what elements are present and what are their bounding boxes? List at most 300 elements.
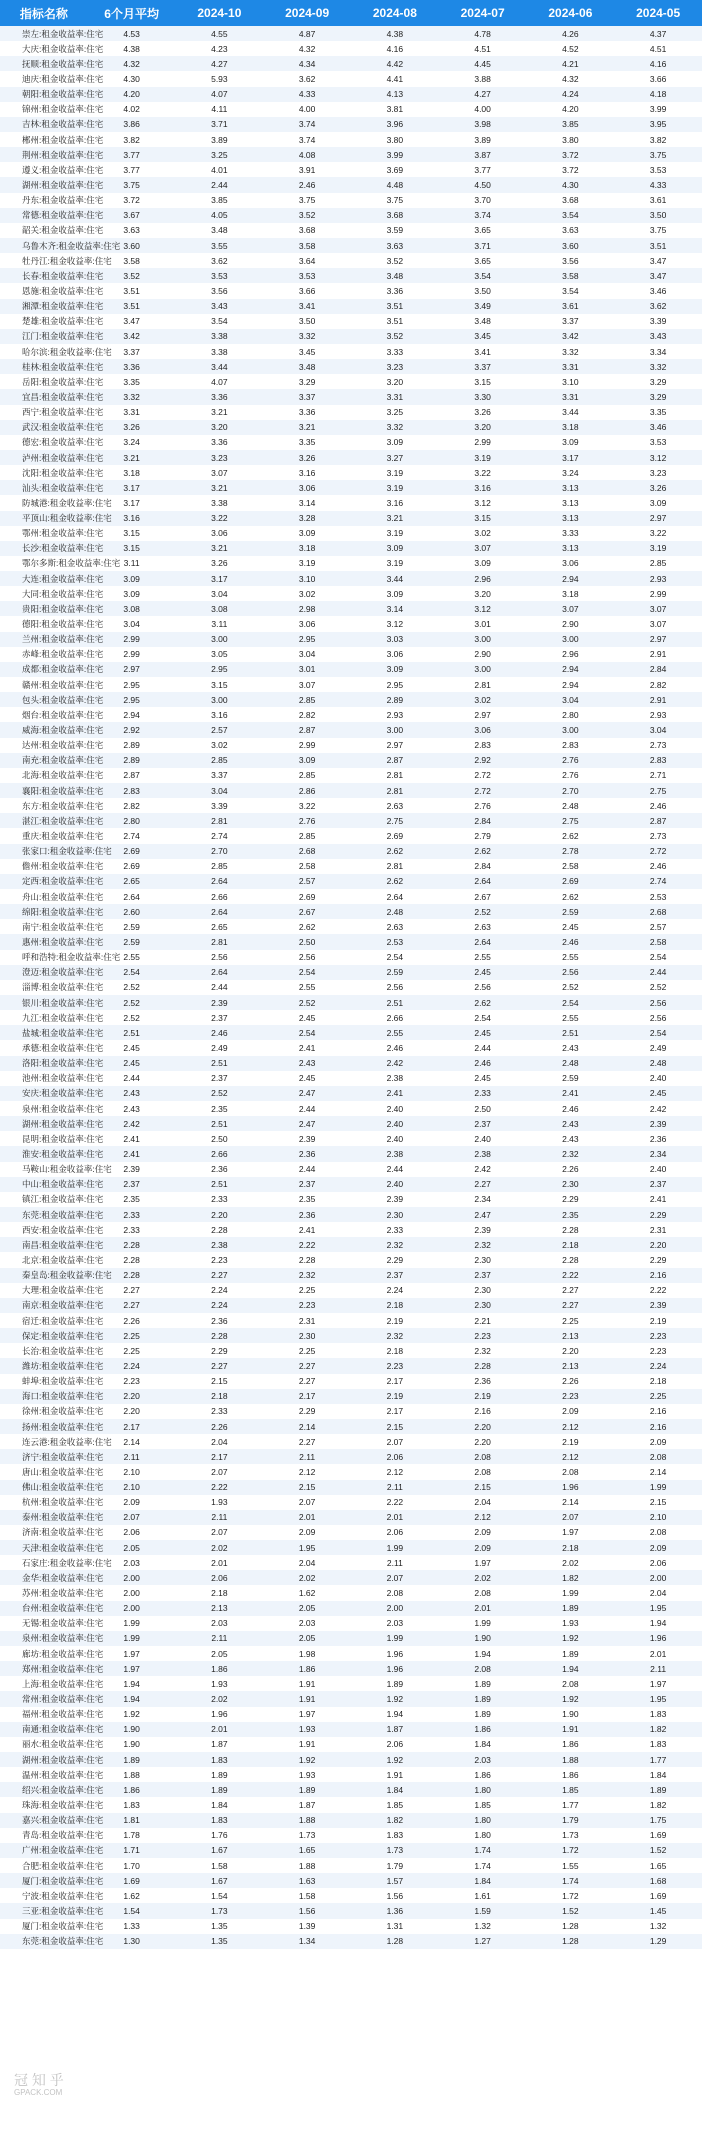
row-value: 3.77 [439,162,527,177]
row-value: 3.07 [614,601,702,616]
row-value: 2.18 [351,1343,439,1358]
row-value: 2.39 [351,1192,439,1207]
row-value: 1.84 [176,1797,264,1812]
row-value: 1.97 [88,1661,176,1676]
row-value: 2.28 [88,1237,176,1252]
row-value: 1.89 [176,1767,264,1782]
row-value: 2.36 [439,1374,527,1389]
row-value: 2.82 [614,677,702,692]
row-value: 2.73 [614,828,702,843]
table-row [0,753,702,768]
row-value: 1.86 [527,1737,615,1752]
row-value: 2.37 [263,1177,351,1192]
row-value: 3.54 [527,283,615,298]
row-value: 3.24 [88,435,176,450]
row-value: 2.32 [527,1146,615,1161]
row-value: 2.12 [439,1510,527,1525]
row-value: 3.75 [614,223,702,238]
row-value: 3.42 [88,329,176,344]
row-value: 3.09 [263,526,351,541]
row-value: 3.48 [351,268,439,283]
row-value: 2.84 [439,859,527,874]
row-value: 4.32 [527,71,615,86]
row-value: 1.84 [439,1873,527,1888]
row-value: 2.69 [88,859,176,874]
row-indicator-name: 西宁:租金收益率:住宅 [0,405,88,420]
row-value: 3.31 [527,389,615,404]
row-value: 2.22 [351,1495,439,1510]
row-value: 1.52 [527,1903,615,1918]
row-value: 1.88 [88,1767,176,1782]
row-value: 2.81 [176,813,264,828]
row-value: 1.45 [614,1903,702,1918]
row-value: 2.07 [351,1570,439,1585]
row-value: 2.97 [614,632,702,647]
row-value: 2.92 [88,722,176,737]
row-indicator-name: 金华:租金收益率:住宅 [0,1570,88,1585]
row-value: 1.30 [88,1934,176,1949]
row-indicator-name: 郴州:租金收益率:住宅 [0,132,88,147]
row-value: 4.07 [176,87,264,102]
row-value: 3.14 [263,495,351,510]
row-value: 3.44 [176,359,264,374]
row-value: 3.63 [527,223,615,238]
row-value: 1.83 [614,1737,702,1752]
row-value: 4.16 [351,41,439,56]
row-value: 2.36 [263,1207,351,1222]
row-value: 3.38 [176,495,264,510]
row-value: 3.54 [527,208,615,223]
table-row [0,662,702,677]
row-value: 2.18 [614,1374,702,1389]
table-row [0,1404,702,1419]
row-indicator-name: 南充:租金收益率:住宅 [0,753,88,768]
row-value: 1.80 [439,1828,527,1843]
row-value: 2.01 [263,1510,351,1525]
row-value: 2.97 [439,707,527,722]
row-value: 3.15 [439,511,527,526]
header-col-6: 2024-06 [527,0,615,26]
row-value: 2.00 [351,1601,439,1616]
row-value: 2.51 [176,1177,264,1192]
row-indicator-name: 泰州:租金收益率:住宅 [0,1510,88,1525]
row-value: 1.73 [176,1903,264,1918]
table-row [0,283,702,298]
row-value: 2.55 [527,950,615,965]
row-value: 3.72 [527,147,615,162]
table-row [0,541,702,556]
row-value: 3.06 [176,526,264,541]
row-value: 3.16 [263,465,351,480]
row-value: 3.21 [351,511,439,526]
row-indicator-name: 绍兴:租金收益率:住宅 [0,1782,88,1797]
row-value: 2.08 [527,1676,615,1691]
row-value: 2.52 [527,980,615,995]
row-value: 2.44 [614,965,702,980]
row-indicator-name: 上海:租金收益率:住宅 [0,1676,88,1691]
table-row [0,1298,702,1313]
row-value: 2.59 [351,965,439,980]
row-value: 3.49 [439,299,527,314]
row-value: 2.20 [614,1237,702,1252]
row-indicator-name: 保定:租金收益率:住宅 [0,1328,88,1343]
table-row [0,965,702,980]
row-value: 2.79 [439,828,527,843]
row-value: 4.27 [439,87,527,102]
row-indicator-name: 威海:租金收益率:住宅 [0,722,88,737]
table-row [0,1040,702,1055]
row-value: 2.07 [176,1525,264,1540]
table-row [0,1934,702,1949]
row-indicator-name: 荆州:租金收益率:住宅 [0,147,88,162]
row-value: 4.32 [263,41,351,56]
row-value: 1.97 [527,1525,615,1540]
table-row [0,1374,702,1389]
row-value: 2.02 [527,1555,615,1570]
table-row [0,586,702,601]
row-value: 4.53 [88,26,176,41]
row-value: 3.09 [439,556,527,571]
table-row [0,132,702,147]
row-value: 1.94 [88,1676,176,1691]
row-value: 3.74 [439,208,527,223]
row-indicator-name: 德阳:租金收益率:住宅 [0,616,88,631]
row-value: 2.70 [527,783,615,798]
row-value: 2.09 [614,1434,702,1449]
row-value: 2.51 [527,1025,615,1040]
table-row [0,405,702,420]
row-indicator-name: 济南:租金收益率:住宅 [0,1525,88,1540]
row-value: 1.92 [351,1752,439,1767]
row-value: 2.09 [439,1540,527,1555]
row-value: 3.29 [263,374,351,389]
row-indicator-name: 徐州:租金收益率:住宅 [0,1404,88,1419]
table-row [0,647,702,662]
row-indicator-name: 广州:租金收益率:住宅 [0,1843,88,1858]
row-value: 1.29 [614,1934,702,1949]
row-value: 1.83 [351,1828,439,1843]
row-value: 2.45 [614,1086,702,1101]
row-value: 2.76 [527,753,615,768]
row-value: 2.68 [614,904,702,919]
row-value: 2.24 [176,1298,264,1313]
row-value: 2.02 [439,1570,527,1585]
table-row [0,1222,702,1237]
row-value: 2.39 [176,995,264,1010]
row-value: 2.32 [351,1237,439,1252]
table-row [0,1555,702,1570]
row-value: 1.96 [527,1480,615,1495]
row-value: 2.39 [88,1162,176,1177]
row-value: 2.85 [614,556,702,571]
row-value: 1.90 [527,1707,615,1722]
row-value: 3.63 [88,223,176,238]
row-value: 2.26 [527,1374,615,1389]
row-indicator-name: 青岛:租金收益率:住宅 [0,1828,88,1843]
row-indicator-name: 岳阳:租金收益率:住宅 [0,374,88,389]
table-row [0,526,702,541]
row-value: 2.81 [176,934,264,949]
row-value: 1.98 [263,1646,351,1661]
row-value: 2.64 [351,889,439,904]
row-value: 2.64 [88,889,176,904]
row-value: 2.22 [263,1237,351,1252]
row-indicator-name: 潍坊:租金收益率:住宅 [0,1358,88,1373]
row-value: 2.22 [614,1283,702,1298]
row-value: 2.85 [263,692,351,707]
row-value: 3.85 [527,117,615,132]
row-value: 1.95 [263,1540,351,1555]
row-value: 2.00 [88,1585,176,1600]
row-value: 3.19 [439,450,527,465]
row-value: 1.86 [263,1661,351,1676]
row-value: 2.29 [176,1343,264,1358]
row-value: 2.62 [263,919,351,934]
row-value: 3.22 [263,798,351,813]
row-value: 1.89 [614,1782,702,1797]
row-value: 2.12 [527,1419,615,1434]
row-indicator-name: 湖州:租金收益率:住宅 [0,177,88,192]
row-value: 4.51 [614,41,702,56]
row-indicator-name: 抚顺:租金收益率:住宅 [0,56,88,71]
row-indicator-name: 吉林:租金收益率:住宅 [0,117,88,132]
table-row [0,844,702,859]
row-value: 3.75 [263,193,351,208]
row-value: 1.76 [176,1828,264,1843]
row-value: 2.99 [614,586,702,601]
row-value: 3.70 [439,193,527,208]
row-value: 2.24 [614,1358,702,1373]
row-value: 2.38 [351,1146,439,1161]
row-indicator-name: 泉州:租金收益率:住宅 [0,1631,88,1646]
row-value: 1.55 [527,1858,615,1873]
row-value: 3.19 [351,526,439,541]
row-value: 2.75 [527,813,615,828]
row-value: 4.01 [176,162,264,177]
row-value: 2.76 [439,798,527,813]
table-row [0,374,702,389]
row-value: 3.62 [176,253,264,268]
row-value: 3.02 [176,738,264,753]
table-row [0,1268,702,1283]
row-indicator-name: 昆明:租金收益率:住宅 [0,1131,88,1146]
header-col-1: 6个月平均 [88,0,176,26]
row-value: 3.52 [351,329,439,344]
row-value: 2.27 [88,1298,176,1313]
row-value: 2.89 [88,753,176,768]
row-value: 4.00 [439,102,527,117]
row-value: 1.94 [439,1646,527,1661]
row-indicator-name: 连云港:租金收益率:住宅 [0,1434,88,1449]
row-value: 2.25 [263,1343,351,1358]
row-value: 2.72 [439,783,527,798]
row-value: 2.43 [527,1040,615,1055]
row-value: 2.64 [176,965,264,980]
row-value: 3.33 [351,344,439,359]
row-value: 3.35 [88,374,176,389]
row-value: 3.56 [527,253,615,268]
row-value: 2.32 [439,1237,527,1252]
row-value: 2.98 [263,601,351,616]
row-value: 3.04 [88,616,176,631]
row-indicator-name: 承德:租金收益率:住宅 [0,1040,88,1055]
row-value: 3.37 [263,389,351,404]
row-value: 3.35 [263,435,351,450]
table-row [0,1570,702,1585]
row-value: 2.47 [439,1207,527,1222]
table-row [0,1313,702,1328]
row-indicator-name: 无锡:租金收益率:住宅 [0,1616,88,1631]
row-value: 3.36 [263,405,351,420]
row-value: 2.40 [614,1162,702,1177]
row-value: 2.52 [176,1086,264,1101]
watermark [14,2070,64,2097]
row-value: 3.62 [263,71,351,86]
row-value: 2.71 [614,768,702,783]
row-value: 3.04 [176,783,264,798]
row-indicator-name: 重庆:租金收益率:住宅 [0,828,88,843]
row-value: 3.06 [439,722,527,737]
row-indicator-name: 盐城:租金收益率:住宅 [0,1025,88,1040]
row-value: 2.54 [351,950,439,965]
row-value: 2.99 [439,435,527,450]
row-value: 3.20 [439,420,527,435]
row-value: 3.27 [351,450,439,465]
row-value: 2.91 [614,647,702,662]
row-value: 1.93 [263,1722,351,1737]
row-indicator-name: 嘉兴:租金收益率:住宅 [0,1813,88,1828]
row-value: 2.95 [351,677,439,692]
row-value: 3.54 [176,314,264,329]
row-value: 2.87 [614,813,702,828]
table-row [0,1737,702,1752]
row-indicator-name: 泉州:租金收益率:住宅 [0,1101,88,1116]
row-value: 2.29 [614,1207,702,1222]
row-value: 2.55 [527,1010,615,1025]
row-value: 2.32 [263,1268,351,1283]
row-value: 3.82 [614,132,702,147]
row-value: 2.41 [263,1222,351,1237]
row-value: 2.33 [88,1207,176,1222]
row-value: 3.47 [614,253,702,268]
row-value: 2.44 [263,1162,351,1177]
row-value: 3.47 [88,314,176,329]
row-indicator-name: 贵阳:租金收益率:住宅 [0,601,88,616]
row-value: 1.82 [527,1570,615,1585]
row-value: 1.93 [176,1676,264,1691]
table-row [0,1510,702,1525]
row-value: 2.64 [176,874,264,889]
row-value: 3.22 [439,465,527,480]
row-value: 1.62 [263,1585,351,1600]
row-value: 2.51 [351,995,439,1010]
row-indicator-name: 呼和浩特:租金收益率:住宅 [0,950,88,965]
table-row [0,208,702,223]
row-value: 2.85 [263,828,351,843]
row-value: 3.21 [88,450,176,465]
row-indicator-name: 扬州:租金收益率:住宅 [0,1419,88,1434]
table-row [0,26,702,41]
row-value: 2.53 [614,889,702,904]
row-value: 3.34 [614,344,702,359]
row-value: 3.41 [263,299,351,314]
row-value: 3.59 [351,223,439,238]
row-value: 3.00 [176,692,264,707]
row-value: 2.09 [614,1540,702,1555]
row-value: 3.31 [527,359,615,374]
row-value: 3.20 [176,420,264,435]
table-row [0,934,702,949]
row-value: 1.70 [88,1858,176,1873]
row-value: 4.30 [527,177,615,192]
table-row [0,722,702,737]
row-value: 2.45 [263,1010,351,1025]
row-value: 3.52 [351,253,439,268]
row-value: 1.54 [176,1888,264,1903]
row-value: 3.25 [176,147,264,162]
row-value: 3.07 [439,541,527,556]
row-value: 3.35 [614,405,702,420]
table-row [0,1903,702,1918]
row-value: 1.65 [614,1858,702,1873]
row-value: 2.64 [439,874,527,889]
row-value: 3.65 [439,223,527,238]
row-value: 1.28 [351,1934,439,1949]
row-value: 1.61 [439,1888,527,1903]
row-value: 2.35 [263,1192,351,1207]
table-row [0,783,702,798]
table-row [0,980,702,995]
row-value: 3.99 [351,147,439,162]
row-value: 3.19 [351,465,439,480]
row-value: 2.07 [527,1510,615,1525]
row-indicator-name: 张家口:租金收益率:住宅 [0,844,88,859]
row-indicator-name: 珠海:租金收益率:住宅 [0,1797,88,1812]
row-value: 1.89 [176,1782,264,1797]
row-value: 2.46 [263,177,351,192]
row-value: 1.89 [263,1782,351,1797]
row-value: 2.00 [88,1570,176,1585]
row-indicator-name: 常州:租金收益率:住宅 [0,1691,88,1706]
row-indicator-name: 北海:租金收益率:住宅 [0,768,88,783]
row-value: 2.17 [88,1419,176,1434]
row-value: 2.91 [614,692,702,707]
row-indicator-name: 厦门:租金收益率:住宅 [0,1919,88,1934]
row-value: 2.37 [176,1010,264,1025]
row-indicator-name: 韶关:租金收益率:住宅 [0,223,88,238]
row-value: 2.45 [263,1071,351,1086]
table-row [0,874,702,889]
row-value: 2.49 [176,1040,264,1055]
row-value: 3.12 [439,495,527,510]
row-value: 2.76 [263,813,351,828]
row-value: 2.29 [263,1404,351,1419]
row-value: 2.49 [614,1040,702,1055]
row-value: 2.35 [88,1192,176,1207]
row-value: 2.29 [527,1192,615,1207]
row-indicator-name: 大庆:租金收益率:住宅 [0,41,88,56]
row-value: 3.65 [439,253,527,268]
table-row [0,828,702,843]
row-value: 2.24 [351,1283,439,1298]
row-value: 3.20 [351,374,439,389]
row-value: 4.55 [176,26,264,41]
row-value: 2.27 [263,1434,351,1449]
row-indicator-name: 大连:租金收益率:住宅 [0,571,88,586]
row-value: 1.79 [351,1858,439,1873]
row-value: 1.90 [88,1737,176,1752]
row-value: 2.44 [263,1101,351,1116]
